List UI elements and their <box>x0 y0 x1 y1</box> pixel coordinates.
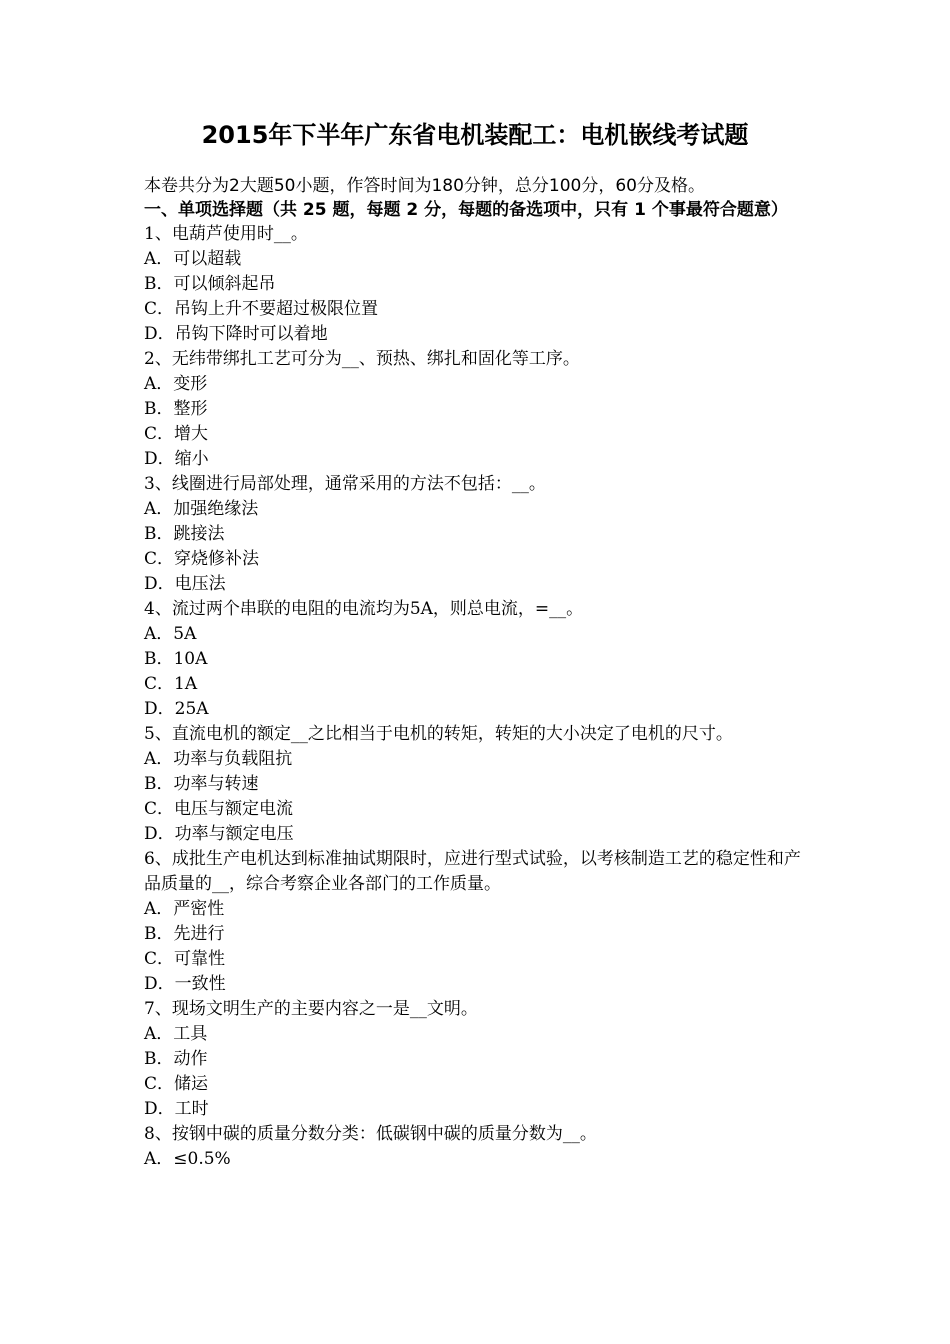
option-a: A．可以超载 <box>144 249 242 269</box>
question-4 <box>144 597 816 722</box>
option-b: B．先进行 <box>144 924 225 944</box>
option-c: C．储运 <box>144 1074 209 1094</box>
question-2 <box>144 347 816 472</box>
question-6 <box>144 847 816 997</box>
option-b: B．跳接法 <box>144 524 225 544</box>
option-c: C．穿烧修补法 <box>144 549 260 569</box>
exam-intro: 本卷共分为2大题50小题，作答时间为180分钟，总分100分，60分及格。 <box>144 176 705 196</box>
option-c: C．电压与额定电流 <box>144 799 294 819</box>
question-5 <box>144 722 816 847</box>
question-7 <box>144 997 816 1122</box>
question-stem: 6、成批生产电机达到标准抽试期限时，应进行型式试验，以考核制造工艺的稳定性和产品质量的__，综合考察企业各部门的工作质量。 <box>144 849 801 894</box>
option-a: A．工具 <box>144 1024 208 1044</box>
option-d: D．功率与额定电压 <box>144 824 294 844</box>
option-c: C．1A <box>144 674 198 694</box>
question-stem: 2、无纬带绑扎工艺可分为__、预热、绑扎和固化等工序。 <box>144 349 580 369</box>
option-a: A．变形 <box>144 374 208 394</box>
option-a: A．加强绝缘法 <box>144 499 259 519</box>
option-b: B．整形 <box>144 399 208 419</box>
option-a: A．功率与负载阻抗 <box>144 749 293 769</box>
question-stem: 8、按钢中碳的质量分数分类：低碳钢中碳的质量分数为__。 <box>144 1124 597 1144</box>
option-d: D．电压法 <box>144 574 226 594</box>
question-1 <box>144 222 816 347</box>
document-body <box>144 174 816 1172</box>
option-b: B．可以倾斜起吊 <box>144 274 276 294</box>
option-d: D．缩小 <box>144 449 209 469</box>
option-d: D．工时 <box>144 1099 209 1119</box>
option-a: A．5A <box>144 624 197 644</box>
option-b: B．动作 <box>144 1049 208 1069</box>
option-d: D．一致性 <box>144 974 226 994</box>
option-d: D．25A <box>144 699 209 719</box>
section-heading: 一、单项选择题（共 25 题，每题 2 分，每题的备选项中，只有 1 个事最符合题意） <box>144 200 788 220</box>
question-stem: 7、现场文明生产的主要内容之一是__文明。 <box>144 999 478 1019</box>
option-b: B．10A <box>144 649 208 669</box>
question-3 <box>144 472 816 597</box>
question-stem: 4、流过两个串联的电阻的电流均为5A，则总电流，=__。 <box>144 599 584 619</box>
option-a: A．≤0.5% <box>144 1149 231 1169</box>
question-8 <box>144 1122 816 1172</box>
question-stem: 5、直流电机的额定__之比相当于电机的转矩，转矩的大小决定了电机的尺寸。 <box>144 724 733 744</box>
option-c: C．吊钩上升不要超过极限位置 <box>144 299 379 319</box>
option-b: B．功率与转速 <box>144 774 259 794</box>
document-title: 2015年下半年广东省电机装配工：电机嵌线考试题 <box>201 121 749 149</box>
question-stem: 1、电葫芦使用时__。 <box>144 224 308 244</box>
option-d: D．吊钩下降时可以着地 <box>144 324 328 344</box>
option-a: A．严密性 <box>144 899 225 919</box>
option-c: C．可靠性 <box>144 949 226 969</box>
option-c: C．增大 <box>144 424 209 444</box>
question-stem: 3、线圈进行局部处理，通常采用的方法不包括：__。 <box>144 474 546 494</box>
